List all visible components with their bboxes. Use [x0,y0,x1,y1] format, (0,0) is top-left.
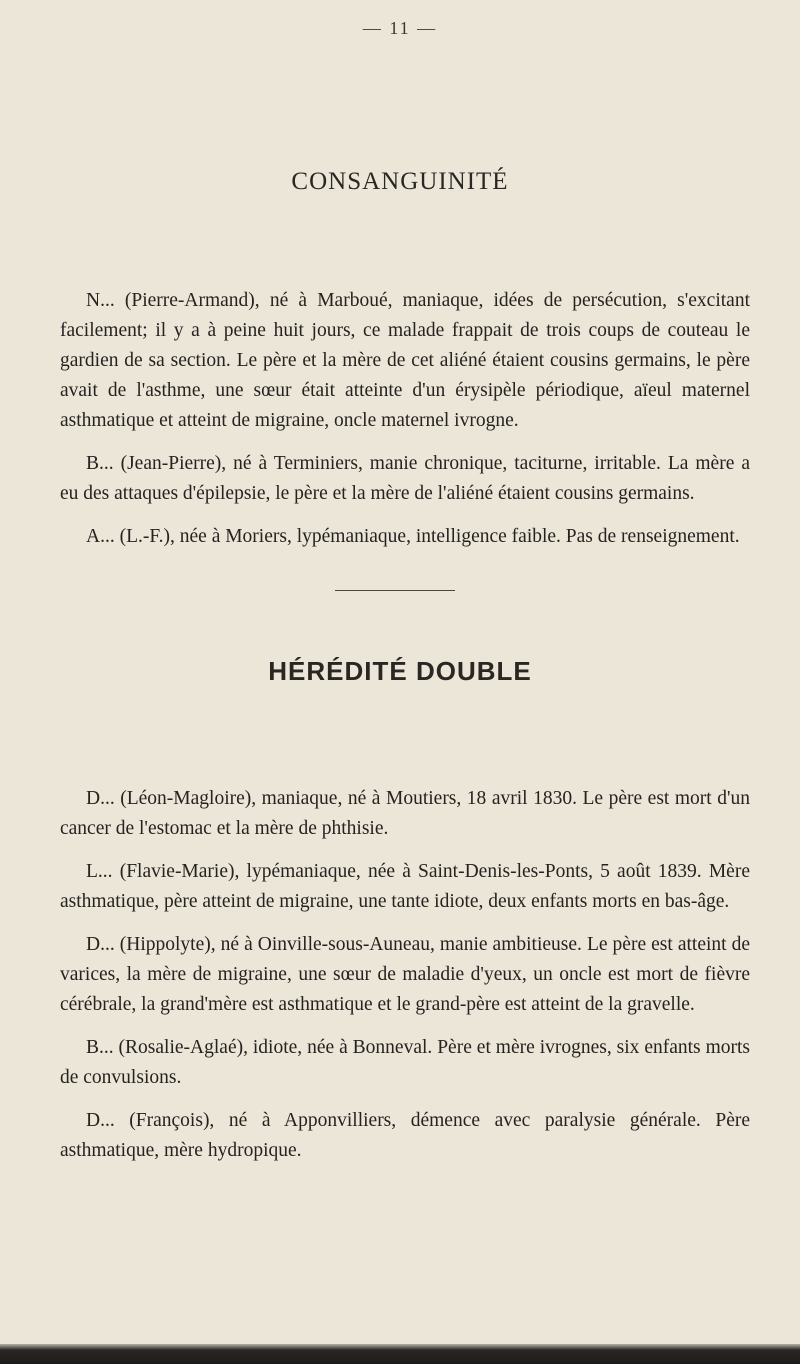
case-paragraph: B... (Rosalie-Aglaé), idiote, née à Bonneval. Père et mère ivrognes, six enfants morts de convulsions. [60,1037,750,1088]
section-title-consanguinite: CONSANGUINITÉ [291,168,509,195]
case-paragraph: L... (Flavie-Marie), lypémaniaque, née à Saint-Denis-les-Ponts, 5 août 1839. Mère asthmatique, père atteint de migraine, une tante idiote, deux enfants morts en bas-âge. [60,861,750,912]
consanguinite-text [60,286,750,565]
case-paragraph: D... (Hippolyte), né à Oinville-sous-Auneau, manie ambitieuse. Le père est atteint de varices, la mère de migraine, une sœur de maladie d'yeux, un oncle est mort de fièvre cérébrale, la grand'mère est asthmatique et le grand-père est atteint de la gravelle. [60,934,750,1015]
section-divider [335,590,455,591]
case-paragraph: N... (Pierre-Armand), né à Marboué, maniaque, idées de persécution, s'excitant facilement; il y a à peine huit jours, ce malade frappait de trois coups de couteau le gardien de sa section. Le père et la mère de cet aliéné étaient cousins germains, le père avait de l'asthme, une sœur était atteinte d'un érysipèle périodique, aïeul maternel asthmatique et atteint de migraine, oncle maternel ivrogne. [60,290,750,431]
page-number: — 11 — [362,18,438,38]
case-paragraph: D... (Léon-Magloire), maniaque, né à Moutiers, 18 avril 1830. Le père est mort d'un cancer de l'estomac et la mère de phthisie. [60,788,750,839]
case-paragraph: D... (François), né à Apponvilliers, démence avec paralysie générale. Père asthmatique, mère hydropique. [60,1110,750,1161]
case-paragraph: A... (L.-F.), née à Moriers, lypémaniaque, intelligence faible. Pas de renseignement. [86,526,740,547]
case-paragraph: B... (Jean-Pierre), né à Terminiers, manie chronique, taciturne, irritable. La mère a eu des attaques d'épilepsie, le père et la mère de l'aliéné étaient cousins germains. [60,453,750,504]
heredite-double-text [60,784,750,1179]
section-title-heredite-double: HÉRÉDITÉ DOUBLE [268,656,532,686]
page-bottom-edge [0,1344,800,1364]
